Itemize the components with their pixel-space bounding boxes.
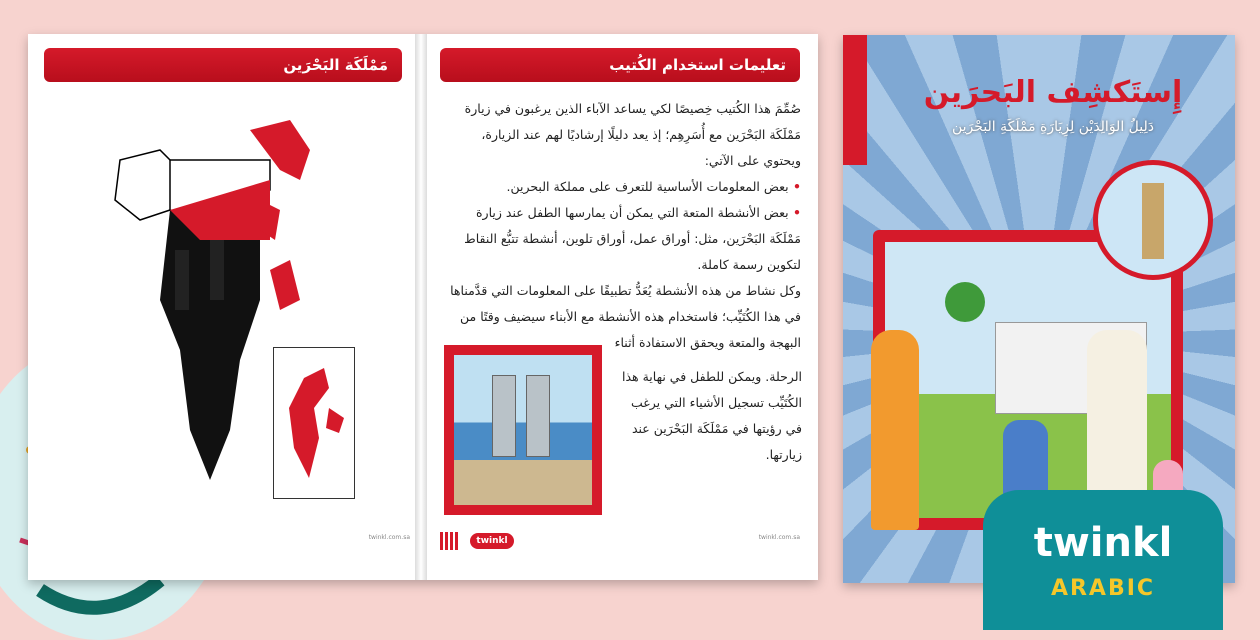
qr-code-icon (440, 532, 458, 550)
middle-page-footer: twinkl.com.sa (758, 534, 800, 541)
clock-tower-circle (1093, 160, 1213, 280)
paragraph-3-block (612, 364, 802, 468)
bullet-item-1: • بعض المعلومات الأساسية للتعرف على مملكة البحرين. (445, 174, 801, 200)
paragraph-3: الرحلة. ويمكن للطفل في نهاية هذا الكُتَيِّب تسجيل الأشياء التي يرغب في رؤيتها في مَمْلَكَة البَحْرَين عند زيارتها. (622, 369, 802, 462)
cover-subtitle: دَلِيلُ الوَالِدَيْن لِزِيَارَةِ مَمْلَكَةِ البَحْرَين (952, 119, 1154, 135)
map-inset-shape (274, 348, 354, 498)
middle-page-title: تعليمات استخدام الكُتيب (609, 56, 786, 74)
palm-tree-icon (945, 282, 985, 322)
middle-page-banner (440, 48, 800, 82)
mother-figure (871, 330, 919, 530)
intro-paragraph: صُمِّمَ هذا الكُتيب خِصيصًا لكي يساعد الآباء الذين يرغبون في زيارة مَمْلَكَة البَحْرَين مع أُسَرِهِم؛ إذ يعد دليلًا إرشاديًا لهم عند الزيارة، ويحتوي على الآتي: (464, 101, 801, 168)
stamp-photo-image (454, 355, 592, 505)
twinkl-badge (983, 490, 1223, 630)
tower-right-icon (526, 375, 550, 457)
bullet-item-2: • بعض الأنشطة المتعة التي يمكن أن يمارسها الطفل عند زيارة مَمْلَكَة البَحْرَين، مثل: أوراق عمل، أوراق تلوين، أنشطة تتبُّع النقاط لتكوين رسمة كاملة. (445, 200, 801, 278)
twinkl-arabic-label: ARABIC (1050, 576, 1156, 601)
cover-flag-corner (843, 35, 867, 165)
paragraph-2: وكل نشاط من هذه الأنشطة يُعَدُّ تطبيقًا على المعلومات التي قدَّمناها في هذا الكُتَيِّب؛ فاستخدام هذه الأنشطة مع الأبناء سيضيف وقتًا من البهجة والمتعة ويحقق الاستفادة أثناء (450, 283, 801, 350)
left-page-banner (44, 48, 402, 82)
booklet-gutter (415, 34, 427, 580)
twinkl-logo-text: twinkl (1033, 520, 1173, 566)
left-page-footer: twinkl.com.sa (368, 534, 410, 541)
middle-footer-logo: twinkl (470, 533, 514, 549)
stamp-photo (444, 345, 602, 515)
map-inset (273, 347, 355, 499)
tower-left-icon (492, 375, 516, 457)
cover-title: إِستَكشِف البَحرَين (923, 75, 1183, 110)
clock-tower-icon (1142, 183, 1164, 259)
middle-page-body (445, 96, 801, 356)
left-page-title: مَمْلَكَة البَحْرَين (283, 56, 388, 74)
